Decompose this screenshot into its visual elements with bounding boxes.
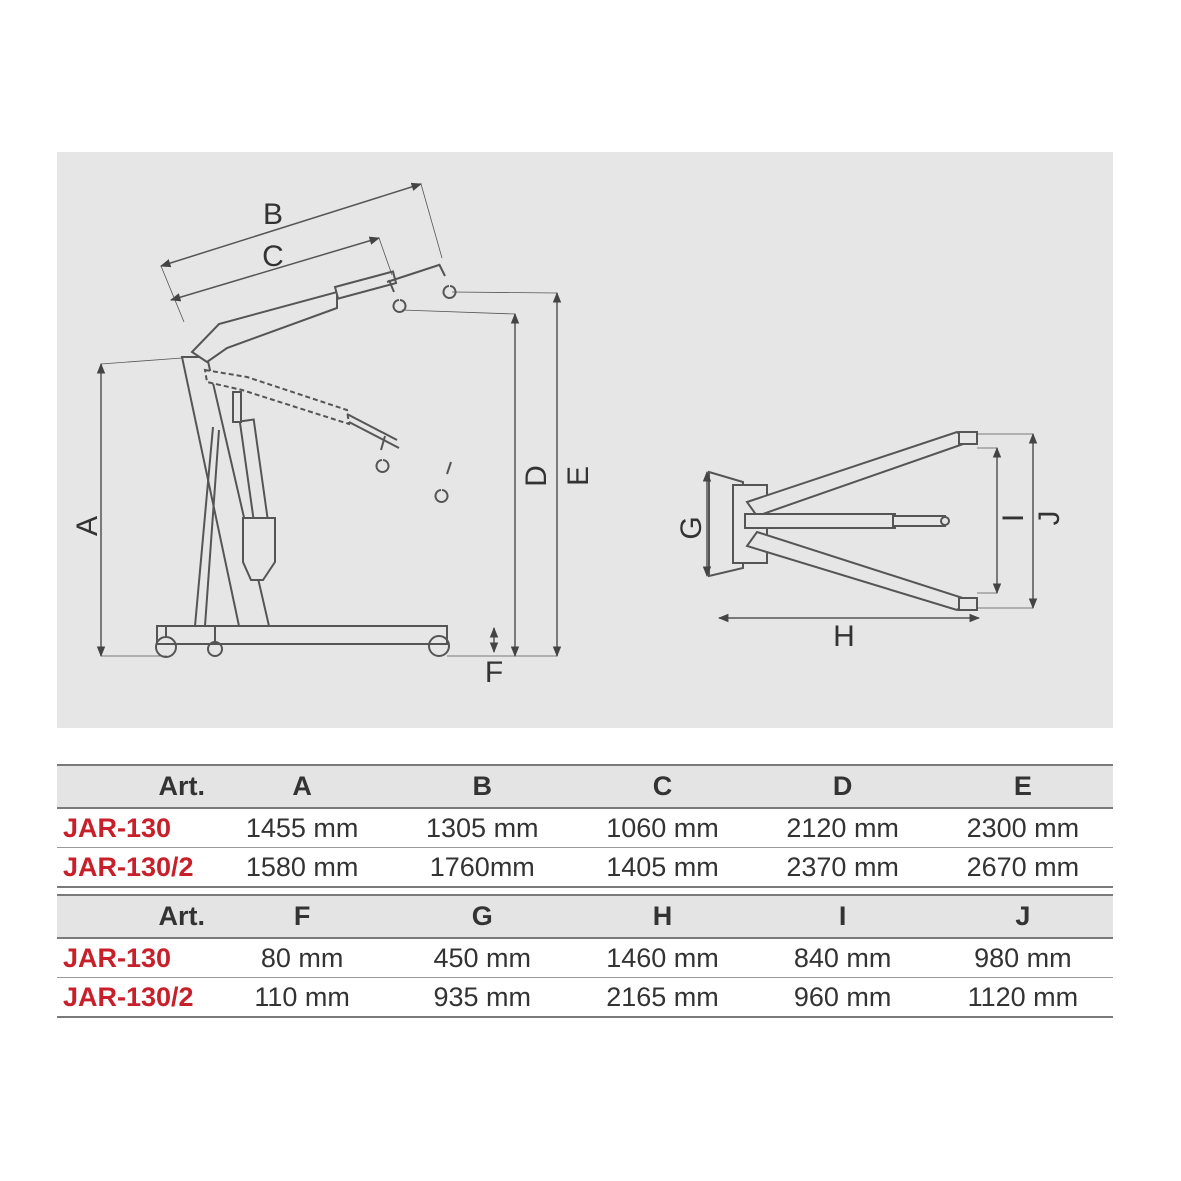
table-row (57, 808, 1113, 848)
technical-drawing-panel (57, 152, 1113, 728)
header-art: Art. (57, 895, 212, 938)
table-row (57, 848, 1113, 888)
label-D: D (520, 465, 553, 487)
header-G: G (392, 895, 572, 938)
model-name: JAR-130/2 (57, 848, 212, 888)
cell-value: 1060 mm (572, 808, 752, 848)
cell-value: 450 mm (392, 938, 572, 978)
cell-value: 1120 mm (933, 978, 1113, 1018)
label-B: B (262, 198, 284, 231)
side-view (156, 264, 456, 657)
header-I: I (753, 895, 933, 938)
cell-value: 2370 mm (753, 848, 933, 888)
cell-value: 1460 mm (572, 938, 752, 978)
cell-value: 1405 mm (572, 848, 752, 888)
label-E: E (562, 465, 595, 487)
label-J: J (1033, 510, 1066, 526)
label-G: G (675, 516, 708, 540)
label-I: I (997, 513, 1030, 523)
label-A: A (71, 515, 104, 537)
label-C: C (262, 240, 284, 273)
table-row (57, 978, 1113, 1018)
table-header-row (57, 765, 1113, 808)
cell-value: 2165 mm (572, 978, 752, 1018)
cell-value: 935 mm (392, 978, 572, 1018)
cell-value: 840 mm (753, 938, 933, 978)
model-name: JAR-130 (57, 938, 212, 978)
cell-value: 2670 mm (933, 848, 1113, 888)
header-C: C (572, 765, 752, 808)
cell-value: 960 mm (753, 978, 933, 1018)
table-row (57, 938, 1113, 978)
label-H: H (833, 620, 855, 653)
header-E: E (933, 765, 1113, 808)
side-dimension-lines (101, 184, 557, 656)
spec-table-2 (57, 894, 1113, 1018)
model-name: JAR-130 (57, 808, 212, 848)
cell-value: 1760mm (392, 848, 572, 888)
top-view (709, 432, 977, 610)
header-J: J (933, 895, 1113, 938)
cell-value: 1580 mm (212, 848, 392, 888)
model-name: JAR-130/2 (57, 978, 212, 1018)
spec-table-1 (57, 764, 1113, 888)
table-header-row (57, 895, 1113, 938)
cell-value: 2300 mm (933, 808, 1113, 848)
header-A: A (212, 765, 392, 808)
cell-value: 1305 mm (392, 808, 572, 848)
cell-value: 1455 mm (212, 808, 392, 848)
cell-value: 2120 mm (753, 808, 933, 848)
label-F: F (484, 656, 504, 689)
cell-value: 110 mm (212, 978, 392, 1018)
header-art: Art. (57, 765, 212, 808)
header-B: B (392, 765, 572, 808)
crane-drawing (57, 152, 1113, 728)
header-H: H (572, 895, 752, 938)
cell-value: 80 mm (212, 938, 392, 978)
header-F: F (212, 895, 392, 938)
header-D: D (753, 765, 933, 808)
cell-value: 980 mm (933, 938, 1113, 978)
